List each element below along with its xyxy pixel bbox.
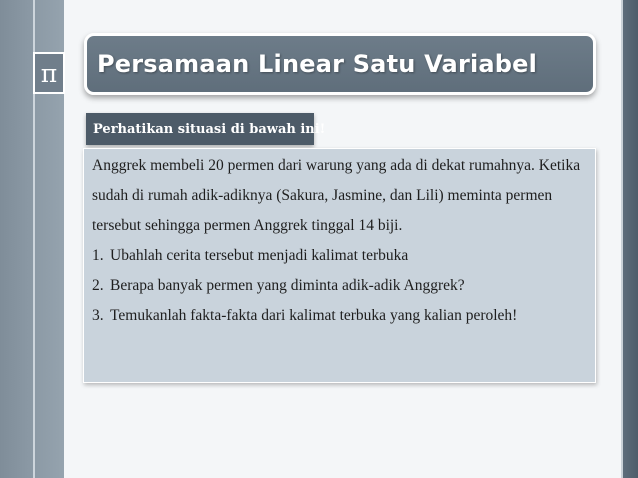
question-number: 2. — [92, 277, 104, 294]
slide-title: Persamaan Linear Satu Variabel — [97, 50, 538, 78]
pi-icon — [33, 52, 65, 94]
question-text: Ubahlah cerita tersebut menjadi kalimat terbuka — [110, 247, 409, 264]
question-item — [92, 241, 587, 271]
question-number: 1. — [92, 247, 104, 264]
instruction-label-text: Perhatikan situasi di bawah ini! — [93, 121, 326, 137]
right-decor-band — [621, 0, 638, 478]
question-item — [92, 271, 587, 301]
content-box — [83, 148, 596, 383]
question-text: Berapa banyak permen yang diminta adik-adik Anggrek? — [110, 277, 465, 294]
story-paragraph: Anggrek membeli 20 permen dari warung yang ada di dekat rumahnya. Ketika sudah di rumah adik-adiknya (Sakura, Jasmine, dan Lili) meminta permen tersebut sehingga permen Anggrek tinggal 14 biji. — [92, 157, 581, 234]
pi-symbol: π — [40, 58, 58, 88]
question-item — [92, 301, 587, 331]
instruction-label — [86, 113, 326, 145]
question-text: Temukanlah fakta-fakta dari kalimat terbuka yang kalian peroleh! — [110, 307, 518, 324]
question-number: 3. — [92, 307, 104, 324]
title-bar — [84, 33, 596, 95]
